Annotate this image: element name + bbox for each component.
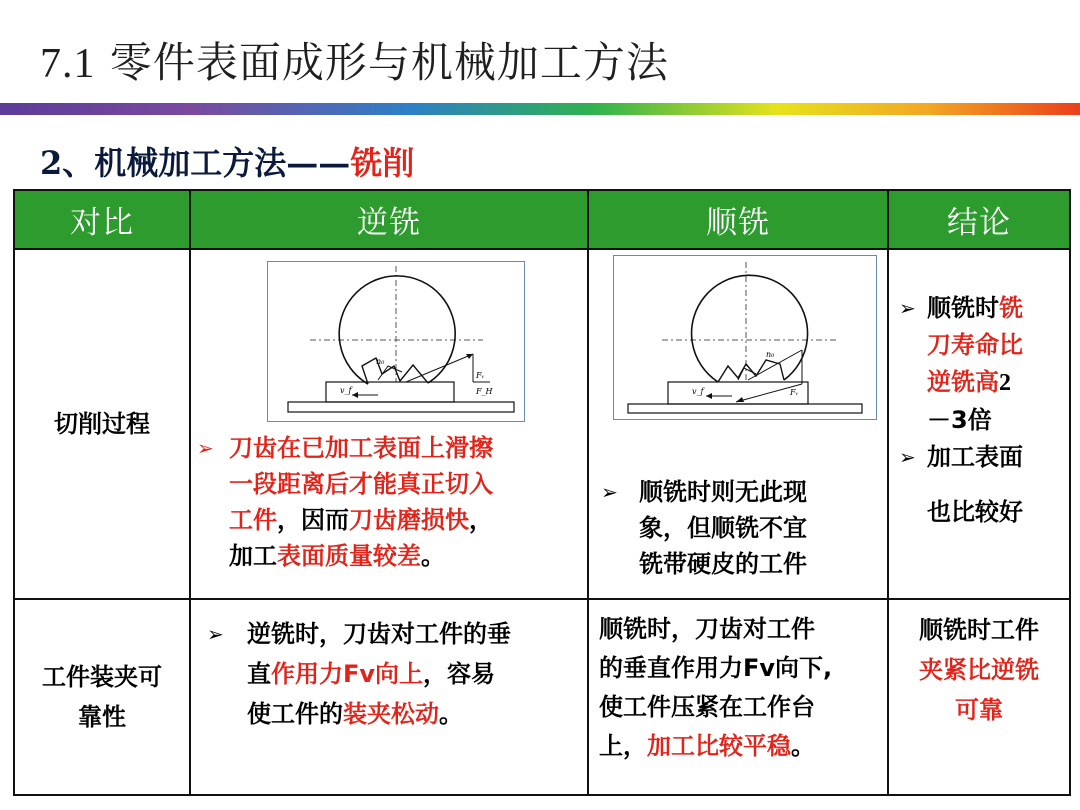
text-line [599,727,887,766]
cell-conclusion-clamping [888,599,1070,795]
list-item [899,439,1069,531]
arrow-bullet-icon: ➢ [899,296,916,320]
conclusion-bullet-1 [927,290,1023,439]
text-span: 装夹松动 [343,700,439,728]
text-line [927,290,1023,327]
text-line [229,538,493,574]
text-span: 逆铣高 [927,368,999,396]
text-line: 顺铣时工件 [919,616,1039,644]
text-span: ，因而 [277,506,349,534]
conclusion-clamping-paragraph [889,600,1069,730]
down-milling-process-text [601,474,881,582]
header-up-milling: 逆铣 [190,190,588,249]
header-down-milling: 顺铣 [588,190,888,249]
cell-conclusion-process [888,249,1070,599]
text-line: 铣带硬皮的工件 [639,550,807,578]
subtitle-prefix: 2、机械加工方法—— [40,144,351,182]
text-span: ， [469,506,493,534]
conclusion-bullet-2 [927,439,1023,531]
text-span: 表面质量较差 [277,542,421,570]
list-item [191,600,587,734]
row-label-clamping [14,599,190,795]
arrow-bullet-icon: ➢ [601,480,618,504]
text-span: 作用力Fv向上 [271,660,424,688]
text-line: 象，但顺铣不宜 [639,514,807,542]
text-span: 刀齿磨损快 [349,506,469,534]
text-span: 。 [791,732,815,760]
title-text: 零件表面成形与机械加工方法 [95,38,669,87]
up-fig-label-fv: Fᵥ [476,371,485,380]
down-fig-label-vf: v_f [692,387,704,396]
up-milling-process-text [197,430,585,574]
up-milling-diagram [268,262,524,421]
table-row-cutting-process [14,249,1070,599]
header-compare: 对比 [14,190,190,249]
text-line [247,694,511,734]
down-fig-label-n0: n₀ [766,350,775,359]
up-milling-figure [267,261,525,422]
row-label-cutting-process: 切削过程 [14,249,190,599]
title-number: 7.1 [40,41,96,87]
cell-up-milling-process [190,249,588,599]
text-line: 工件装夹可 [42,663,162,691]
table-header-row [14,190,1070,249]
arrow-bullet-icon: ➢ [899,445,916,469]
text-line: 使工件压紧在工作台 [599,693,815,721]
text-line: 可靠 [955,696,1003,724]
up-fig-label-fh: F_H [476,387,493,396]
text-line: 顺铣时则无此现 [639,478,807,506]
page-title [40,30,669,90]
down-milling-clamping-paragraph [589,600,887,766]
up-fig-label-n0: n₀ [376,357,385,366]
list-item [197,430,585,574]
text-line: 的垂直作用力Fv向下, [599,654,833,682]
text-span: 。 [439,700,463,728]
text-span: 加工比较平稳 [647,732,791,760]
subtitle-highlight: 铣削 [350,144,415,182]
text-line: 一段距离后才能真正切入 [229,470,493,498]
arrow-bullet-icon: ➢ [207,622,224,646]
up-milling-clamping-paragraph [247,614,511,734]
down-milling-process-paragraph [639,474,807,582]
comparison-table [13,189,1071,796]
text-line [247,654,511,694]
cell-down-milling-clamping [588,599,888,795]
list-item [601,474,881,582]
down-fig-label-fv: Fᵥ [790,388,799,397]
up-milling-process-paragraph [229,430,493,574]
cell-down-milling-process [588,249,888,599]
text-span: 铣 [999,294,1023,322]
text-span: 上， [599,732,647,760]
text-span: 工件 [229,506,277,534]
up-fig-label-vf: v_f [340,386,352,395]
title-divider [0,103,1080,115]
conclusion-process-text [899,290,1069,531]
list-item [899,290,1069,439]
text-line [927,364,1023,402]
down-milling-diagram [614,256,876,419]
text-line: 夹紧比逆铣 [919,656,1039,684]
text-line: 也比较好 [927,498,1023,526]
header-conclusion: 结论 [888,190,1070,249]
text-line: 逆铣时，刀齿对工件的垂 [247,620,511,648]
text-span: 。 [421,542,445,570]
text-span: 2 [999,370,1011,396]
down-milling-figure [613,255,877,420]
text-span: 使工件的 [247,700,343,728]
text-line: －3倍 [927,406,992,434]
text-line: 刀齿在已加工表面上滑擦 [229,434,493,462]
text-line: 刀寿命比 [927,331,1023,359]
arrow-bullet-icon: ➢ [197,436,214,460]
text-line: 顺铣时，刀齿对工件 [599,615,815,643]
text-span: 直 [247,660,271,688]
table-row-clamping [14,599,1070,795]
text-span: ，容易 [423,660,496,688]
text-line [229,502,493,538]
section-subtitle [40,138,414,184]
cell-up-milling-clamping [190,599,588,795]
text-line: 靠性 [78,703,126,731]
text-span: 顺铣时 [927,294,999,322]
text-line: 加工表面 [927,443,1023,471]
text-span: 加工 [229,542,277,570]
